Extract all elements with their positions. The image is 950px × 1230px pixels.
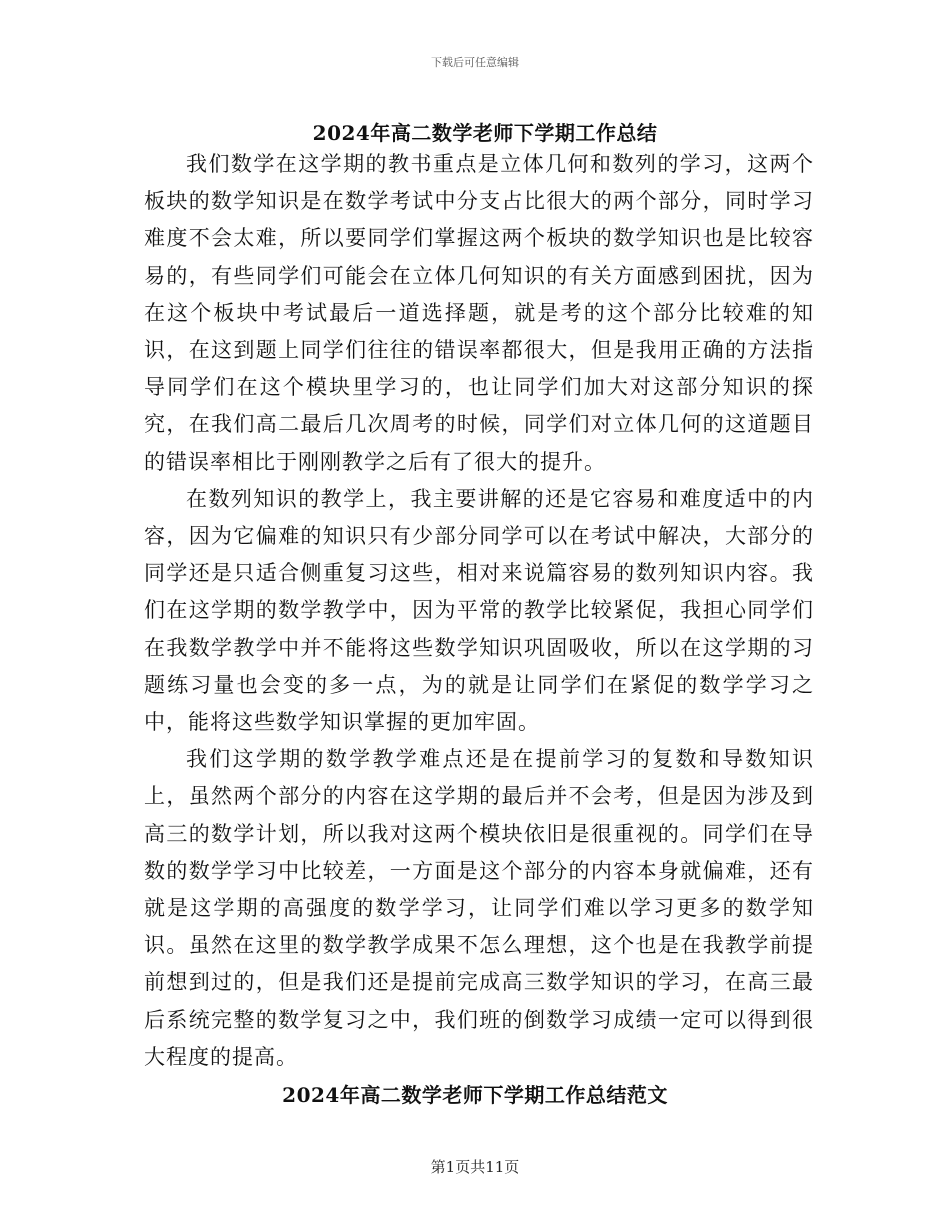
- header-note: 下载后可任意编辑: [431, 56, 519, 69]
- next-section-title: 2024年高二数学老师下学期工作总结范文: [282, 1083, 668, 1107]
- paragraph-1: 我们数学在这学期的教书重点是立体几何和数列的学习，这两个板块的数学知识是在数学考试中分支占比很大的两个部分，同时学习难度不会太难，所以要同学们掌握这两个板块的数学知识也是比较容易的，有些同学们可能会在立体几何知识的有关方面感到困扰，因为在这个板块中考试最后一道选择题，就是考的这个部分比较难的知识，在这到题上同学们往往的错误率都很大，但是我用正确的方法指导同学们在这个模块里学习的，也让同学们加大对这部分知识的探究，在我们高二最后几次周考的时候，同学们对立体几何的这道题目的错误率相比于刚刚教学之后有了很大的提升。: [144, 152, 814, 474]
- document-title: 2024年高二数学老师下学期工作总结: [312, 121, 658, 145]
- document-body: [144, 146, 814, 1076]
- page-number: 第1页共11页: [430, 1158, 520, 1176]
- paragraph-2: 在数列知识的教学上，我主要讲解的还是它容易和难度适中的内容，因为它偏难的知识只有少部分同学可以在考试中解决，大部分的同学还是只适合侧重复习这些，相对来说篇容易的数列知识内容。我们在这学期的数学教学中，因为平常的教学比较紧促，我担心同学们在我数学教学中并不能将这些数学知识巩固吸收，所以在这学期的习题练习量也会变的多一点，为的就是让同学们在紧促的数学学习之中，能将这些数学知识掌握的更加牢固。: [144, 486, 814, 735]
- paragraph-3: 我们这学期的数学教学难点还是在提前学习的复数和导数知识上，虽然两个部分的内容在这学期的最后并不会考，但是因为涉及到高三的数学计划，所以我对这两个模块依旧是很重视的。同学们在导数的数学学习中比较差，一方面是这个部分的内容本身就偏难，还有就是这学期的高强度的数学学习，让同学们难以学习更多的数学知识。虽然在这里的数学教学成果不怎么理想，这个也是在我教学前提前想到过的，但是我们还是提前完成高三数学知识的学习，在高三最后系统完整的数学复习之中，我们班的倒数学习成绩一定可以得到很大程度的提高。: [144, 747, 814, 1069]
